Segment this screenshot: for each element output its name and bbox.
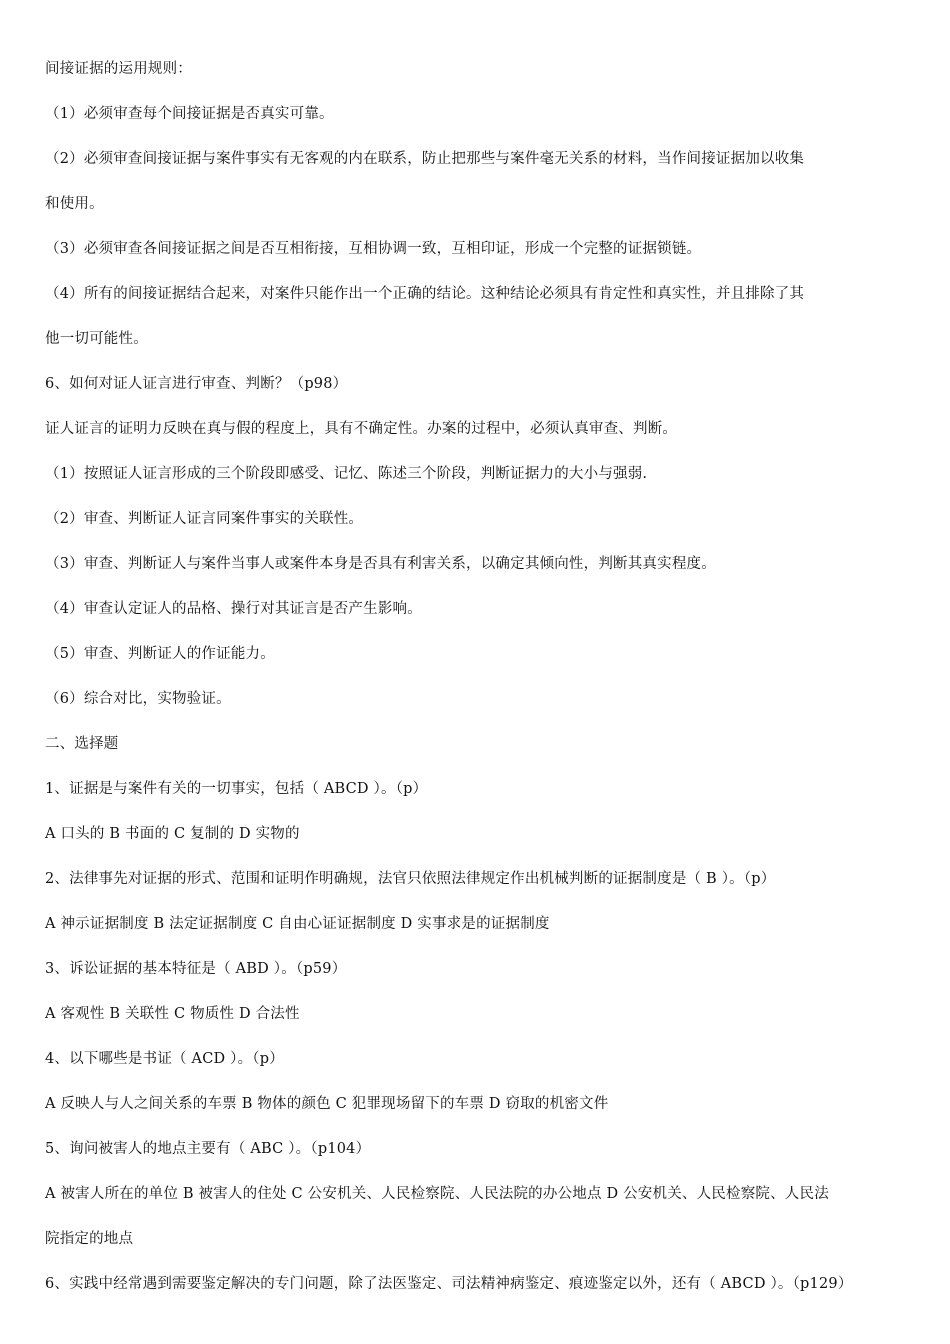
choice-question-6: 6、实践中经常遇到需要鉴定解决的专门问题，除了法医鉴定、司法精神病鉴定、痕迹鉴定以外，还有（ ABCD ）。（p129） (45, 1276, 853, 1292)
choice-question-5: 5、询问被害人的地点主要有（ ABC ）。（p104） (45, 1141, 371, 1157)
review-item-5: （5）审查、判断证人的作证能力。 (45, 646, 275, 662)
rule-item-3: （3）必须审查各间接证据之间是否互相衔接，互相协调一致，互相印证，形成一个完整的证据锁链。 (45, 241, 702, 257)
rule-item-1: （1）必须审查每个间接证据是否真实可靠。 (45, 106, 334, 122)
choice-options-5-cont: 院指定的地点 (45, 1231, 134, 1247)
question-6-heading: 6、如何对证人证言进行审查、判断？（p98） (45, 376, 348, 392)
rule-item-4-cont: 他一切可能性。 (45, 331, 148, 347)
review-item-6: （6）综合对比，实物验证。 (45, 691, 231, 707)
choice-question-4: 4、以下哪些是书证（ ACD ）。（p） (45, 1051, 284, 1067)
review-item-4: （4）审查认定证人的品格、操行对其证言是否产生影响。 (45, 601, 422, 617)
choice-question-2: 2、法律事先对证据的形式、范围和证明作明确规，法官只依照法律规定作出机械判断的证据制度是（ B ）。（p） (45, 871, 776, 887)
choice-options-3: A 客观性 B 关联性 C 物质性 D 合法性 (45, 1006, 300, 1022)
review-item-1: （1）按照证人证言形成的三个阶段即感受、记忆、陈述三个阶段，判断证据力的大小与强弱. (45, 466, 648, 482)
rule-item-2: （2）必须审查间接证据与案件事实有无客观的内在联系，防止把那些与案件毫无关系的材料，当作间接证据加以收集 (45, 151, 805, 167)
choice-question-3: 3、诉讼证据的基本特征是（ ABD ）。（p59） (45, 961, 347, 977)
question-6-intro: 证人证言的证明力反映在真与假的程度上，具有不确定性。办案的过程中，必须认真审查、判断。 (45, 421, 678, 437)
choice-options-1: A 口头的 B 书面的 C 复制的 D 实物的 (45, 826, 300, 842)
choice-question-1: 1、证据是与案件有关的一切事实，包括（ ABCD ）。（p） (45, 781, 428, 797)
choice-options-4: A 反映人与人之间关系的车票 B 物体的颜色 C 犯罪现场留下的车票 D 窃取的机密文件 (45, 1096, 609, 1112)
review-item-3: （3）审查、判断证人与案件当事人或案件本身是否具有利害关系，以确定其倾向性，判断其真实程度。 (45, 556, 716, 572)
heading-indirect-evidence-rules: 间接证据的运用规则： (45, 61, 192, 77)
choice-options-5: A 被害人所在的单位 B 被害人的住处 C 公安机关、人民检察院、人民法院的办公地点 D 公安机关、人民检察院、人民法 (45, 1186, 829, 1202)
review-item-2: （2）审查、判断证人证言同案件事实的关联性。 (45, 511, 364, 527)
rule-item-4: （4）所有的间接证据结合起来，对案件只能作出一个正确的结论。这种结论必须具有肯定性和真实性，并且排除了其 (45, 286, 805, 302)
rule-item-2-cont: 和使用。 (45, 196, 104, 212)
choice-options-2: A 神示证据制度 B 法定证据制度 C 自由心证证据制度 D 实事求是的证据制度 (45, 916, 550, 932)
section-heading-multiple-choice: 二、选择题 (45, 736, 119, 752)
